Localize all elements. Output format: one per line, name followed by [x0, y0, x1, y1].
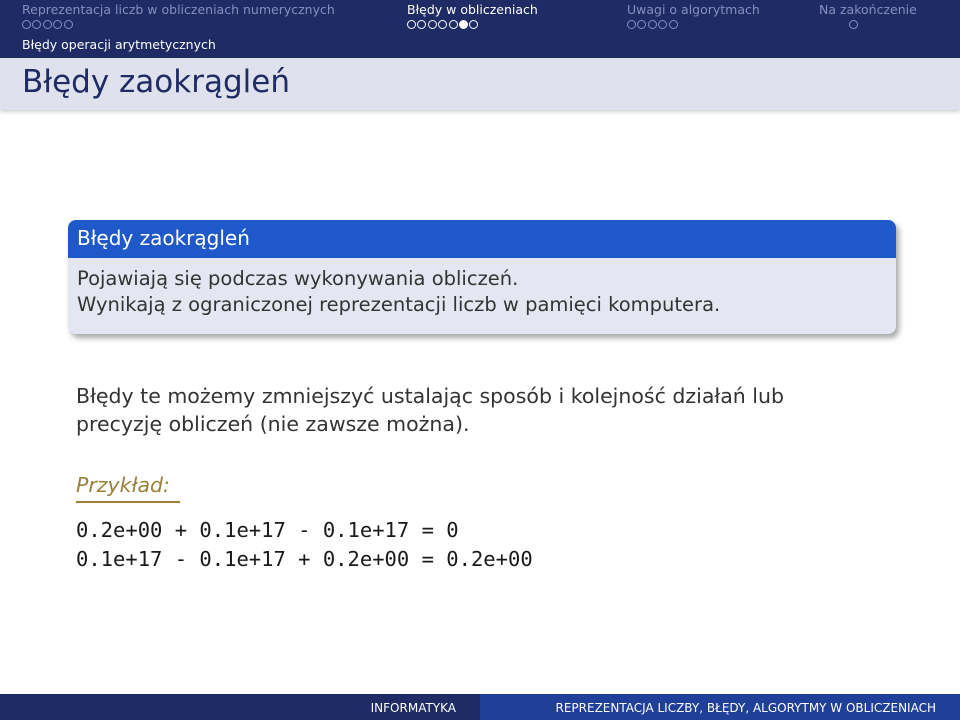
- example-underline: [76, 501, 180, 503]
- example-label: Przykład:: [76, 473, 170, 497]
- nav-dots-bledy: [407, 20, 480, 30]
- nav-dots-reprezentacja: [22, 20, 74, 30]
- example-code: [76, 516, 533, 574]
- nav-section-zakonczenie[interactable]: Na zakończenie: [819, 2, 917, 17]
- nav-dot[interactable]: [428, 20, 437, 29]
- nav-dot[interactable]: [648, 20, 657, 29]
- nav-section-bledy[interactable]: Błędy w obliczeniach: [407, 2, 538, 17]
- block-line: Wynikają z ograniczonej reprezentacji liczb w pamięci komputera.: [77, 293, 721, 316]
- nav-dot[interactable]: [22, 20, 31, 29]
- subsection-title[interactable]: Błędy operacji arytmetycznych: [22, 37, 216, 52]
- nav-dot[interactable]: [53, 20, 62, 29]
- nav-dot[interactable]: [64, 20, 73, 29]
- nav-dots-uwagi: [627, 20, 679, 30]
- definition-block: [68, 220, 896, 334]
- nav-dot[interactable]: [417, 20, 426, 29]
- body-line: Błędy te możemy zmniejszyć ustalając sposób i kolejność działań lub: [76, 384, 785, 408]
- nav-dot[interactable]: [669, 20, 678, 29]
- nav-dot-current[interactable]: [459, 20, 468, 29]
- body-line: precyzję obliczeń (nie zawsze można).: [76, 412, 470, 436]
- block-body: [68, 258, 896, 318]
- nav-dot[interactable]: [658, 20, 667, 29]
- nav-dot[interactable]: [637, 20, 646, 29]
- header-navigation: [0, 0, 960, 58]
- page-title: Błędy zaokrągleń: [22, 64, 290, 100]
- body-paragraph: [76, 382, 784, 438]
- footer-right: REPREZENTACJA LICZBY, BŁĘDY, ALGORYTMY W OBLICZENIACH: [480, 694, 960, 720]
- footer: [0, 694, 960, 720]
- nav-dot[interactable]: [438, 20, 447, 29]
- footer-left: INFORMATYKA: [0, 694, 480, 720]
- nav-dots-zakonczenie: [849, 20, 859, 30]
- block-line: Pojawiają się podczas wykonywania obliczeń.: [77, 267, 519, 290]
- code-line: 0.2e+00 + 0.1e+17 - 0.1e+17 = 0: [76, 518, 459, 542]
- code-line: 0.1e+17 - 0.1e+17 + 0.2e+00 = 0.2e+00: [76, 547, 533, 571]
- nav-dot[interactable]: [627, 20, 636, 29]
- block-title: Błędy zaokrągleń: [68, 220, 896, 258]
- nav-dot[interactable]: [449, 20, 458, 29]
- nav-dot[interactable]: [32, 20, 41, 29]
- nav-sections: [0, 0, 960, 36]
- nav-dot[interactable]: [407, 20, 416, 29]
- nav-dot[interactable]: [43, 20, 52, 29]
- nav-section-reprezentacja[interactable]: Reprezentacja liczb w obliczeniach numerycznych: [22, 2, 335, 17]
- nav-dot[interactable]: [849, 20, 858, 29]
- nav-section-uwagi[interactable]: Uwagi o algorytmach: [627, 2, 760, 17]
- nav-dot[interactable]: [469, 20, 478, 29]
